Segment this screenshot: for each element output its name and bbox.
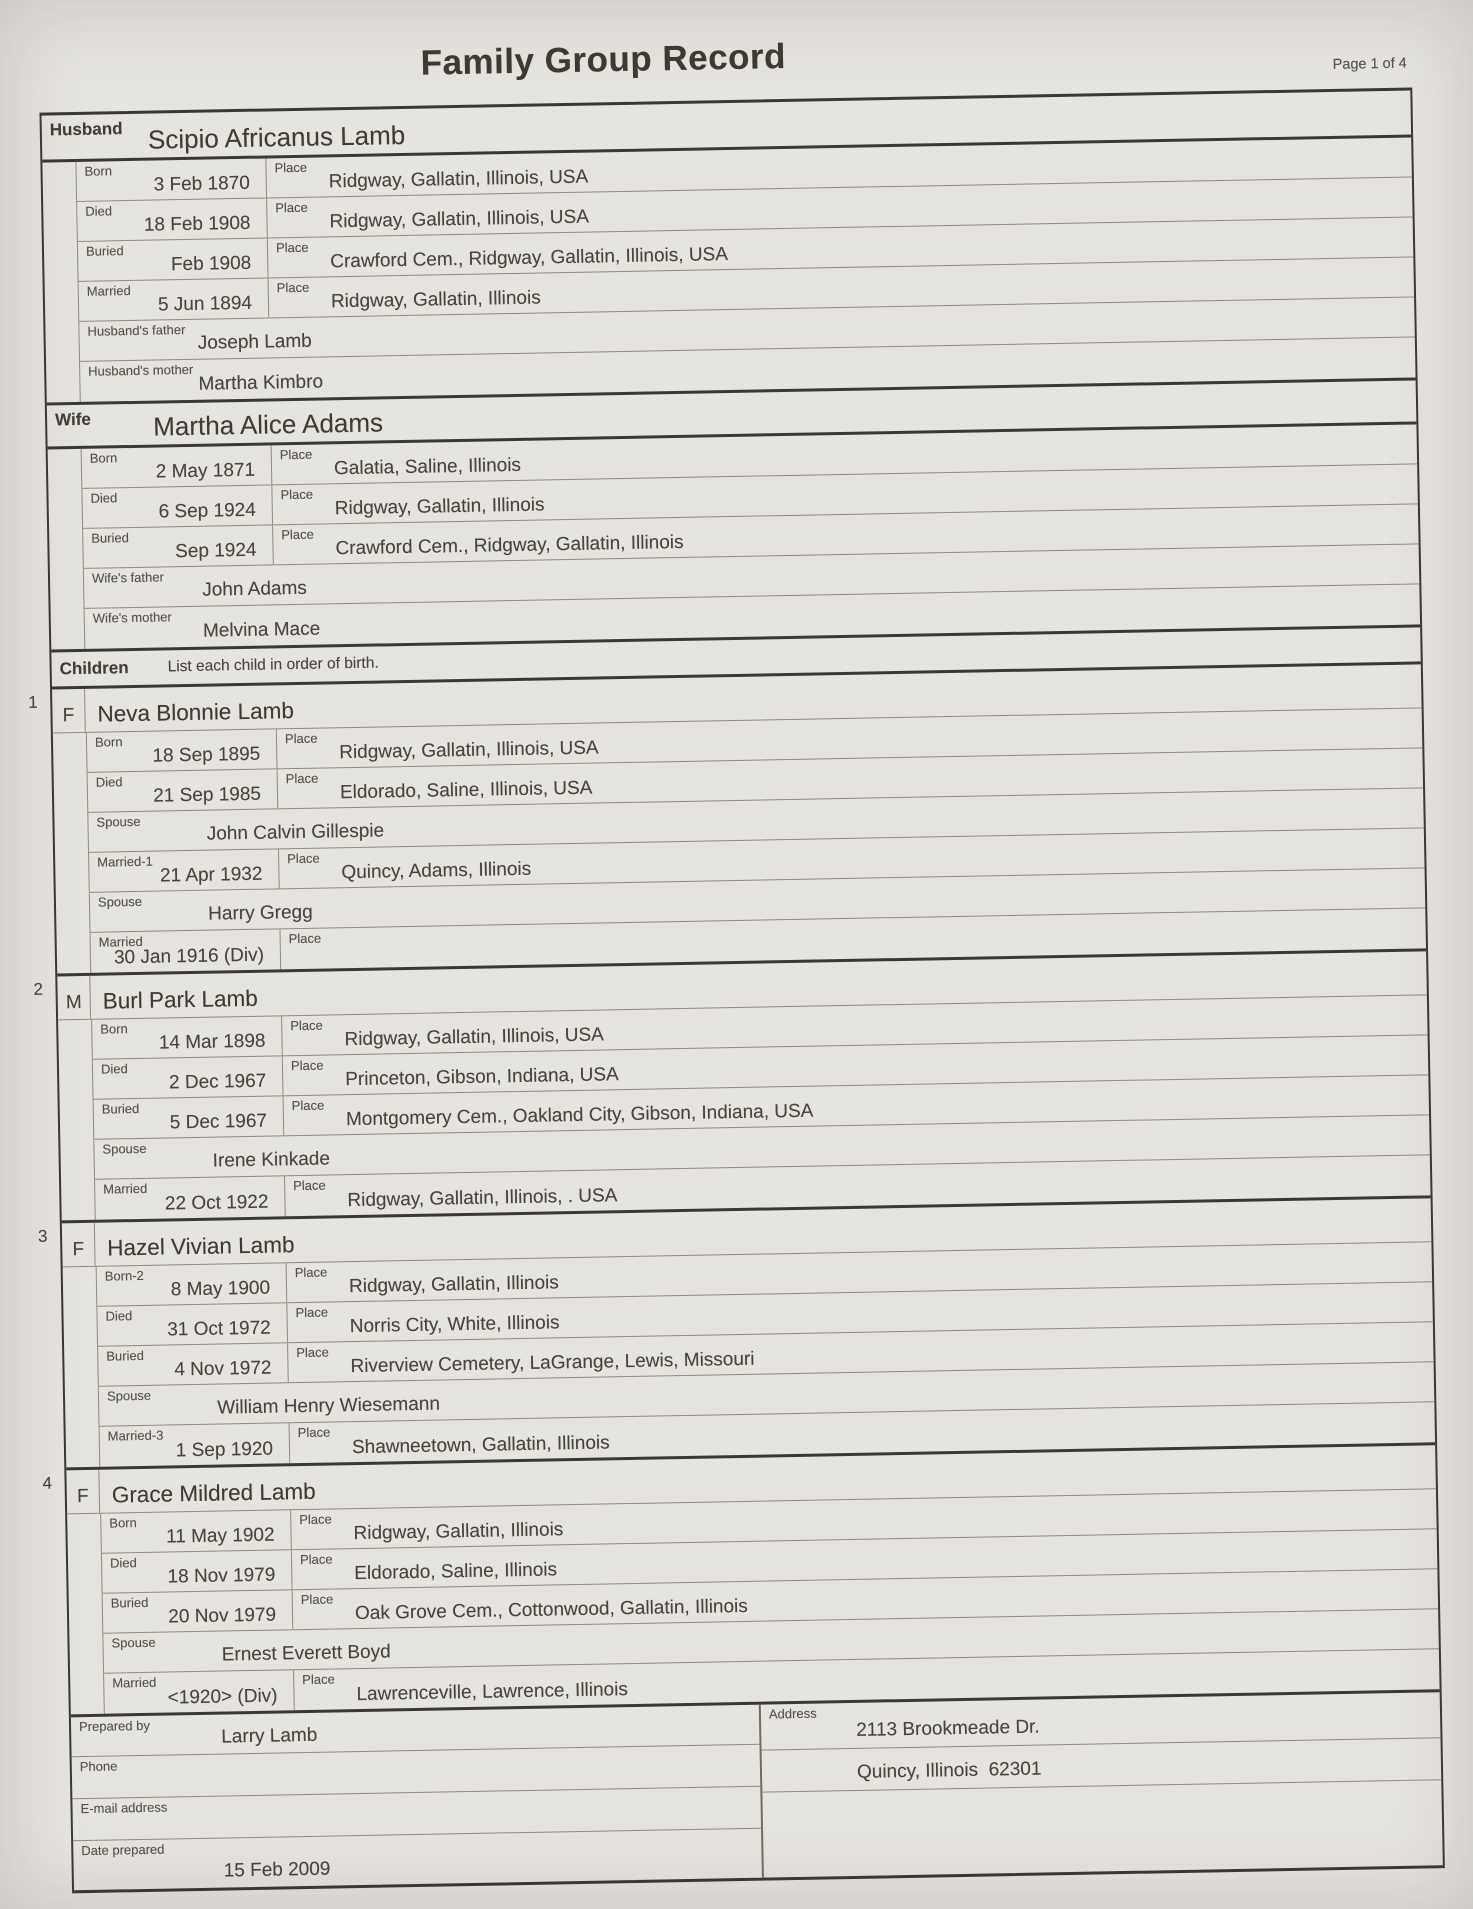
place-value: Eldorado, Saline, Illinois, USA xyxy=(339,777,593,804)
place-label: Place xyxy=(293,1177,326,1194)
field-label: Born xyxy=(84,163,113,179)
place-label: Place xyxy=(290,1017,323,1034)
place-label: Place xyxy=(302,1671,335,1688)
field-label: Date prepared xyxy=(81,1841,165,1859)
field-date: 2 Dec 1967 xyxy=(168,1070,267,1094)
husband-section-label: Husband xyxy=(49,119,123,140)
field-label: Died xyxy=(90,490,118,506)
place-value: Oak Grove Cem., Cottonwood, Gallatin, Illinois xyxy=(354,1595,748,1625)
place-value: Ridgway, Gallatin, Illinois xyxy=(330,287,541,313)
field-date: 2 May 1871 xyxy=(155,459,256,483)
children-instruction: List each child in order of birth. xyxy=(167,654,379,676)
place-value: Riverview Cemetery, LaGrange, Lewis, Missouri xyxy=(350,1348,755,1378)
place-label: Place xyxy=(290,1057,324,1074)
child-block-4 xyxy=(42,1442,1439,1714)
place-label: Place xyxy=(288,930,322,947)
place-value: Ridgway, Gallatin, Illinois, . USA xyxy=(347,1185,618,1212)
child-number: 3 xyxy=(37,1226,48,1246)
field-label: Husband's mother xyxy=(88,361,194,379)
child-block-3 xyxy=(37,1195,1435,1467)
field-label: Married-3 xyxy=(107,1427,164,1444)
wife-section-label: Wife xyxy=(54,409,92,430)
field-date: 21 Sep 1985 xyxy=(153,783,262,807)
place-label: Place xyxy=(291,1097,325,1114)
field-label: Born xyxy=(94,734,123,750)
field-label: Spouse xyxy=(97,893,143,910)
child-sex: F xyxy=(52,689,86,733)
field-label: Buried xyxy=(91,530,129,546)
parent-name: Martha Kimbro xyxy=(198,371,324,395)
field-date: 6 Sep 1924 xyxy=(158,499,256,523)
field-date: 4 Nov 1972 xyxy=(174,1357,272,1381)
field-label: Died xyxy=(105,1308,133,1324)
parent-name: Melvina Mace xyxy=(202,618,321,642)
field-date: 21 Apr 1932 xyxy=(159,863,263,887)
field-date: 8 May 1900 xyxy=(170,1277,271,1301)
place-value: Ridgway, Gallatin, Illinois xyxy=(353,1519,564,1545)
place-value: Ridgway, Gallatin, Illinois, USA xyxy=(329,206,590,233)
child-name: Neva Blonnie Lamb xyxy=(97,698,295,727)
field-date: 18 Nov 1979 xyxy=(167,1564,276,1588)
place-value: Crawford Cem., Ridgway, Gallatin, Illinois xyxy=(335,531,684,560)
place-label: Place xyxy=(299,1511,332,1528)
field-label: Buried xyxy=(101,1100,140,1117)
field-label: Prepared by xyxy=(78,1717,151,1735)
place-label: Place xyxy=(284,730,318,747)
field-label: Born-2 xyxy=(104,1267,144,1284)
field-date: 30 Jan 1916 (Div) xyxy=(113,944,265,969)
child-block-1 xyxy=(28,664,1426,973)
field-label: Born xyxy=(109,1515,137,1531)
children-label: Children xyxy=(59,658,129,679)
field-date: Sep 1924 xyxy=(174,539,257,563)
field-date: 31 Oct 1972 xyxy=(167,1317,271,1341)
spouse-name: Ernest Everett Boyd xyxy=(221,1641,391,1666)
field-label: Husband's father xyxy=(87,321,186,339)
place-value: Ridgway, Gallatin, Illinois, USA xyxy=(344,1024,605,1051)
child-name: Grace Mildred Lamb xyxy=(111,1478,316,1508)
field-label: Married xyxy=(86,282,131,299)
field-label: Born xyxy=(100,1021,128,1037)
address-line-1: 2113 Brookmeade Dr. xyxy=(856,1716,1040,1741)
place-label: Place xyxy=(276,279,310,296)
place-label: Place xyxy=(275,199,308,216)
field-date: 22 Oct 1922 xyxy=(164,1191,269,1215)
address-block xyxy=(761,1692,1443,1877)
parent-name: Joseph Lamb xyxy=(197,330,312,354)
place-label: Place xyxy=(299,1551,333,1568)
place-value: Ridgway, Gallatin, Illinois xyxy=(348,1272,559,1298)
place-value: Galatia, Saline, Illinois xyxy=(333,454,522,480)
field-label: Buried xyxy=(110,1594,149,1611)
field-date: 1 Sep 1920 xyxy=(175,1438,274,1462)
field-date: 14 Mar 1898 xyxy=(158,1030,266,1054)
field-label: Buried xyxy=(85,243,124,259)
child-number: 1 xyxy=(28,692,38,712)
place-value: Lawrenceville, Lawrence, Illinois xyxy=(356,1679,629,1706)
place-label: Place xyxy=(285,770,319,787)
place-value: Shawneetown, Gallatin, Illinois xyxy=(351,1432,610,1459)
page-number: Page 1 of 4 xyxy=(1332,55,1407,73)
spouse-name: John Calvin Gillespie xyxy=(206,820,385,845)
spouse-name: Irene Kinkade xyxy=(212,1148,331,1172)
page-title: Family Group Record xyxy=(420,36,787,83)
wife-name: Martha Alice Adams xyxy=(152,407,384,442)
child-rows xyxy=(86,708,1426,972)
place-label: Place xyxy=(281,526,314,543)
field-label: Wife's mother xyxy=(92,609,172,626)
field-date: 3 Feb 1870 xyxy=(153,172,250,196)
place-label: Place xyxy=(274,159,308,176)
place-label: Place xyxy=(294,1264,328,1281)
address-line-2: Quincy, Illinois 62301 xyxy=(856,1758,1042,1783)
child-number: 4 xyxy=(42,1473,53,1493)
wife-rows xyxy=(81,424,1420,648)
child-name: Burl Park Lamb xyxy=(102,985,259,1014)
field-label: Spouse xyxy=(111,1634,156,1651)
place-value: Crawford Cem., Ridgway, Gallatin, Illinois, USA xyxy=(330,244,729,273)
field-date: 11 May 1902 xyxy=(165,1524,275,1548)
place-label: Place xyxy=(287,850,320,867)
child-rows xyxy=(96,1242,1435,1466)
field-label: Spouse xyxy=(102,1140,147,1157)
field-label: Spouse xyxy=(106,1387,152,1404)
place-label: Place xyxy=(280,486,314,503)
place-label: Place xyxy=(297,1424,331,1441)
field-date: 5 Jun 1894 xyxy=(157,292,253,316)
preparer-footer xyxy=(71,1689,1443,1890)
spouse-name: William Henry Wiesemann xyxy=(217,1393,441,1419)
child-sex: F xyxy=(66,1470,100,1514)
field-date: 18 Feb 1908 xyxy=(143,212,251,236)
place-value: Eldorado, Saline, Illinois xyxy=(354,1559,558,1585)
child-number: 2 xyxy=(33,979,44,999)
field-label: Born xyxy=(89,450,118,466)
field-date: Feb 1908 xyxy=(170,252,252,276)
place-label: Place xyxy=(295,1304,329,1321)
field-label: Died xyxy=(109,1555,137,1571)
place-label: Place xyxy=(296,1344,329,1361)
field-label: Spouse xyxy=(96,813,141,830)
husband-rows xyxy=(75,137,1415,401)
field-date: 18 Sep 1895 xyxy=(152,743,261,767)
field-date: 20 Nov 1979 xyxy=(168,1604,277,1628)
child-rows xyxy=(100,1489,1439,1713)
field-date: 5 Dec 1967 xyxy=(169,1110,268,1134)
child-sex: F xyxy=(62,1223,96,1267)
field-label: Phone xyxy=(79,1758,118,1775)
place-value: Norris City, White, Illinois xyxy=(349,1312,560,1338)
place-value: Ridgway, Gallatin, Illinois xyxy=(334,494,545,520)
place-value: Ridgway, Gallatin, Illinois, USA xyxy=(339,737,599,764)
field-label: Married-1 xyxy=(97,853,153,870)
prepared-by-value: Larry Lamb xyxy=(221,1724,318,1748)
field-date: <1920> (Div) xyxy=(167,1685,278,1709)
place-label: Place xyxy=(279,446,313,463)
place-label: Place xyxy=(275,239,309,256)
place-label: Place xyxy=(300,1591,334,1608)
field-label: Married xyxy=(103,1180,148,1197)
field-label: Died xyxy=(95,774,123,790)
place-value: Princeton, Gibson, Indiana, USA xyxy=(345,1064,619,1091)
field-label: Died xyxy=(85,203,113,219)
parent-name: John Adams xyxy=(202,577,307,601)
field-label: Address xyxy=(768,1705,817,1722)
place-value: Montgomery Cem., Oakland City, Gibson, Indiana, USA xyxy=(345,1100,814,1131)
field-label: Married xyxy=(112,1674,157,1691)
child-rows xyxy=(91,995,1430,1219)
husband-name: Scipio Africanus Lamb xyxy=(147,119,406,155)
field-label: Died xyxy=(100,1061,128,1077)
field-label: Buried xyxy=(106,1347,144,1364)
field-label: Wife's father xyxy=(91,569,164,586)
field-label: E-mail address xyxy=(80,1799,168,1817)
child-name: Hazel Vivian Lamb xyxy=(107,1232,295,1261)
field-label: Married xyxy=(98,933,143,950)
place-value: Ridgway, Gallatin, Illinois, USA xyxy=(328,166,589,193)
date-prepared-value: 15 Feb 2009 xyxy=(223,1858,331,1882)
child-block-2 xyxy=(33,948,1430,1220)
child-sex: M xyxy=(57,976,91,1020)
place-value: Quincy, Adams, Illinois xyxy=(341,858,532,884)
spouse-name: Harry Gregg xyxy=(207,901,313,925)
family-group-record-form xyxy=(28,87,1444,1893)
